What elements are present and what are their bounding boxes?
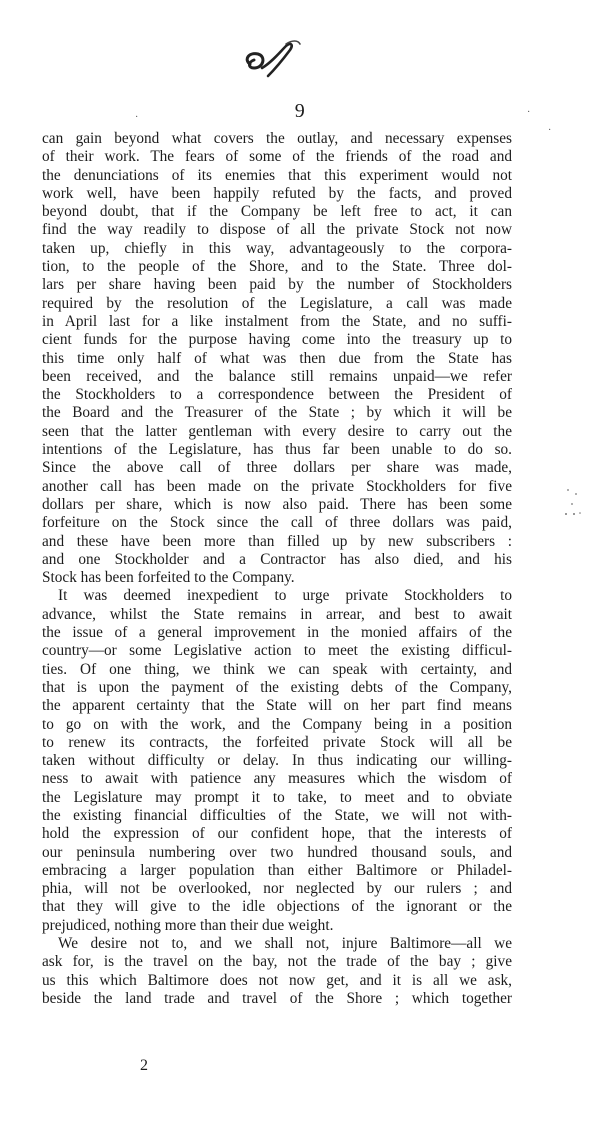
text-line: seen that the latter gentleman with every desire to carry out the [42, 422, 512, 440]
text-line: to renew its contracts, the forfeited private Stock will all be [42, 733, 512, 751]
body-text [42, 130, 512, 1008]
text-line: can gain beyond what covers the outlay, and necessary expenses [42, 130, 512, 147]
text-line: advance, whilst the State remains in arrear, and best to await [42, 605, 512, 623]
text-line: the denunciations of its enemies that this experiment would not [42, 166, 512, 184]
speck-mark: · [527, 107, 531, 118]
text-line: in April last for a like instalment from the State, and no suffi- [42, 312, 512, 330]
text-line: taken without difficulty or delay. In thus indicating our willing- [42, 752, 512, 770]
paragraph-2 [42, 587, 512, 935]
text-line: ness to await with patience any measures which the wisdom of [42, 770, 512, 788]
text-line: lars per share having been paid by the number of Stockholders [42, 276, 512, 294]
text-line: us this which Baltimore does not now get, and it is all we ask, [42, 971, 512, 989]
text-line: taken up, chiefly in this way, advantageously to the corpora- [42, 239, 512, 257]
text-line: and one Stockholder and a Contractor has also died, and his [42, 550, 512, 568]
text-line: tion, to the people of the Shore, and to the State. Three dol- [42, 258, 512, 276]
text-line: our peninsula numbering over two hundred thousand souls, and [42, 843, 512, 861]
text-line: hold the expression of our confident hope, that the interests of [42, 825, 512, 843]
text-line: that is upon the payment of the existing debts of the Company, [42, 678, 512, 696]
text-line: the Stockholders to a correspondence between the President of [42, 386, 512, 404]
text-line: phia, will not be overlooked, nor neglected by our rulers ; and [42, 880, 512, 898]
text-line: the issue of a general improvement in the monied affairs of the [42, 624, 512, 642]
text-line: work well, have been happily refuted by the facts, and proved [42, 184, 512, 202]
text-line: ask for, is the travel on the bay, not the trade of the bay ; give [42, 953, 512, 971]
text-line: embracing a larger population than either Baltimore or Philadel- [42, 861, 512, 879]
text-line: the existing financial difficulties of the State, we will not with- [42, 806, 512, 824]
text-line: country—or some Legislative action to meet the existing difficul- [42, 642, 512, 660]
signature-mark: 2 [140, 1057, 148, 1074]
text-line: Stock has been forfeited to the Company. [42, 569, 295, 587]
text-line: another call has been made on the private Stockholders for five [42, 477, 512, 495]
text-line: ties. Of one thing, we think we can speak with certainty, and [42, 660, 512, 678]
text-line: of their work. The fears of some of the friends of the road and [42, 148, 512, 166]
text-line: prejudiced, nothing more than their due weight. [42, 916, 334, 934]
text-line: this time only half of what was then due from the State has [42, 349, 512, 367]
text-line: to go on with the work, and the Company being in a position [42, 715, 512, 733]
text-line: been received, and the balance still remains unpaid—we refer [42, 367, 512, 385]
speck-mark: · [135, 112, 139, 123]
text-line: that they will give to the idle objections of the ignorant or the [42, 898, 512, 916]
text-line: the Board and the Treasurer of the State ; by which it will be [42, 404, 512, 422]
text-line: intentions of the Legislature, has thus far been unable to do so. [42, 441, 512, 459]
text-line: It was deemed inexpedient to urge private Stockholders to [58, 587, 512, 605]
page-number: 9 [294, 100, 306, 122]
text-line: required by the resolution of the Legislature, a call was made [42, 294, 512, 312]
speck-mark: · [548, 125, 552, 136]
text-line: We desire not to, and we shall not, injure Baltimore—all we [58, 935, 512, 953]
text-line: the apparent certainty that the State will on her part find means [42, 697, 512, 715]
text-line: Since the above call of three dollars per share was made, [42, 459, 512, 477]
paragraph-3 [42, 935, 512, 1008]
handwritten-folio-mark [236, 38, 306, 80]
text-line: beyond doubt, that if the Company be left free to act, it can [42, 203, 512, 221]
paragraph-1 [42, 130, 512, 587]
text-line: and these have been more than filled up by new subscribers : [42, 532, 512, 550]
text-line: find the way readily to dispose of all the private Stock not now [42, 221, 512, 239]
text-line: the Legislature may prompt it to take, to meet and to obviate [42, 788, 512, 806]
text-line: beside the land trade and travel of the Shore ; which together [42, 989, 512, 1007]
text-line: dollars per share, which is now also paid. There has been some [42, 495, 512, 513]
margin-specks [560, 470, 596, 530]
text-line: forfeiture on the Stock since the call of three dollars was paid, [42, 514, 512, 532]
text-line: cient funds for the purpose having come into the treasury up to [42, 331, 512, 349]
